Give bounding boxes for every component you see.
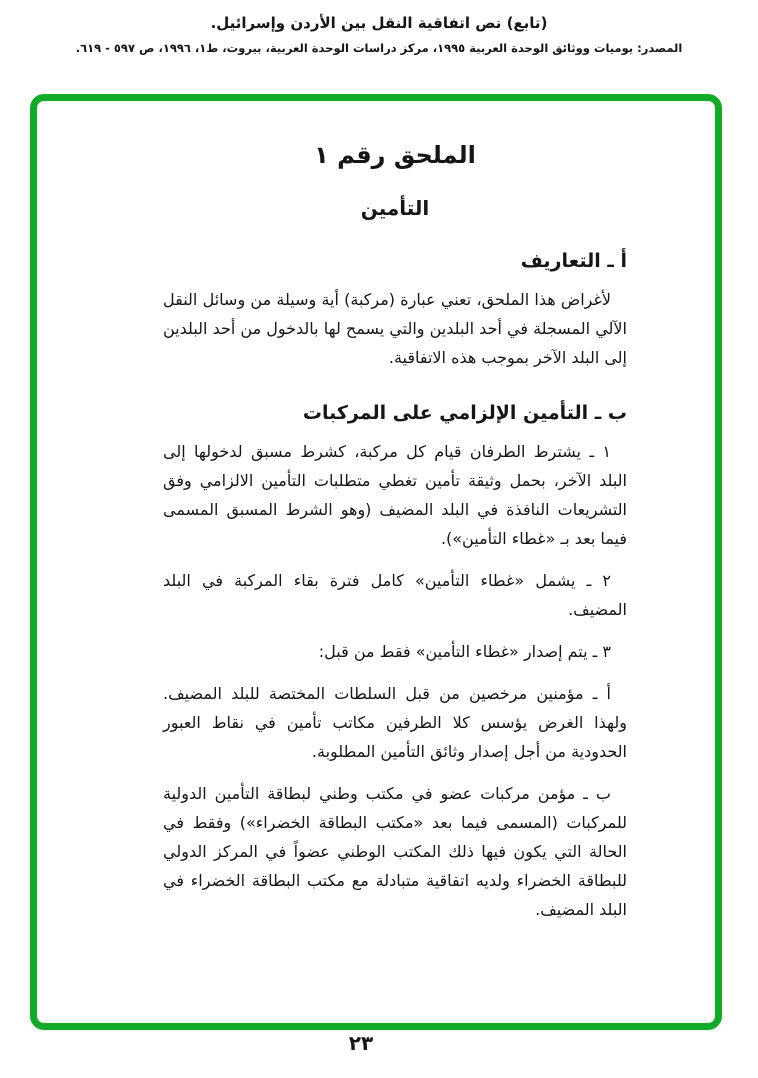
section-definitions (163, 250, 627, 372)
clause-2-paragraph: ٢ ـ يشمل «غطاء التأمين» كامل فترة بقاء المركبة في البلد المضيف. (163, 571, 627, 619)
section-compulsory-insurance (163, 402, 627, 924)
section-compulsory-insurance-heading: ب ـ التأمين الإلزامي على المركبات (302, 402, 627, 424)
definitions-paragraph: لأغراض هذا الملحق، تعني عبارة (مركبة) أية وسيلة من وسائل النقل الآلي المسجلة في أحد البلدين والتي يسمح لها بالدخول من أحد البلدين إلى البلد الآخر بموجب هذه الاتفاقية. (163, 290, 627, 367)
continuation-title: (تابع) نص اتفاقية النقل بين الأردن وإسرائيل. (210, 14, 548, 32)
page-header (0, 14, 758, 55)
annex-title: الملحق رقم ١ (314, 141, 476, 169)
annex-subtitle: التأمين (360, 196, 430, 220)
section-definitions-heading: أ ـ التعاريف (520, 250, 627, 272)
document-border-frame (30, 94, 722, 1030)
clause-1-paragraph: ١ ـ يشترط الطرفان قيام كل مركبة، كشرط مسبق لدخولها إلى البلد الآخر، بحمل وثيقة تأمين تغطي متطلبات التأمين الالزامي وفق التشريعات النافذة في البلد المضيف (وهو الشرط المسبق المسمى فيما بعد بـ «غطاء التأمين»). (163, 442, 627, 548)
document-content (37, 101, 715, 924)
clause-3b-paragraph: ب ـ مؤمن مركبات عضو في مكتب وطني لبطاقة التأمين الدولية للمركبات (المسمى فيما بعد «مكتب البطاقة الخضراء») وفقط في الحالة التي يكون فيها ذلك المكتب الوطني عضواً في المركز الدولي للبطاقة الخضراء ولديه اتفاقية متبادلة مع مكتب البطاقة الخضراء في البلد المضيف. (163, 784, 627, 919)
page-number: ٢٣ (348, 1031, 374, 1055)
source-citation: المصدر: يوميات ووثائق الوحدة العربية ١٩٩٥، مركز دراسات الوحدة العربية، بيروت، ط١، ١٩٩٦، ص ٥٩٧ - ٦١٩. (75, 41, 683, 55)
clause-3a-paragraph: أ ـ مؤمنين مرخصين من قبل السلطات المختصة للبلد المضيف. ولهذا الغرض يؤسس كلا الطرفين مكاتب تأمين في نقاط العبور الحدودية من أجل إصدار وثائق التأمين المطلوبة. (163, 684, 627, 761)
clause-3-paragraph: ٣ ـ يتم إصدار «غطاء التأمين» فقط من قبل: (318, 642, 611, 661)
